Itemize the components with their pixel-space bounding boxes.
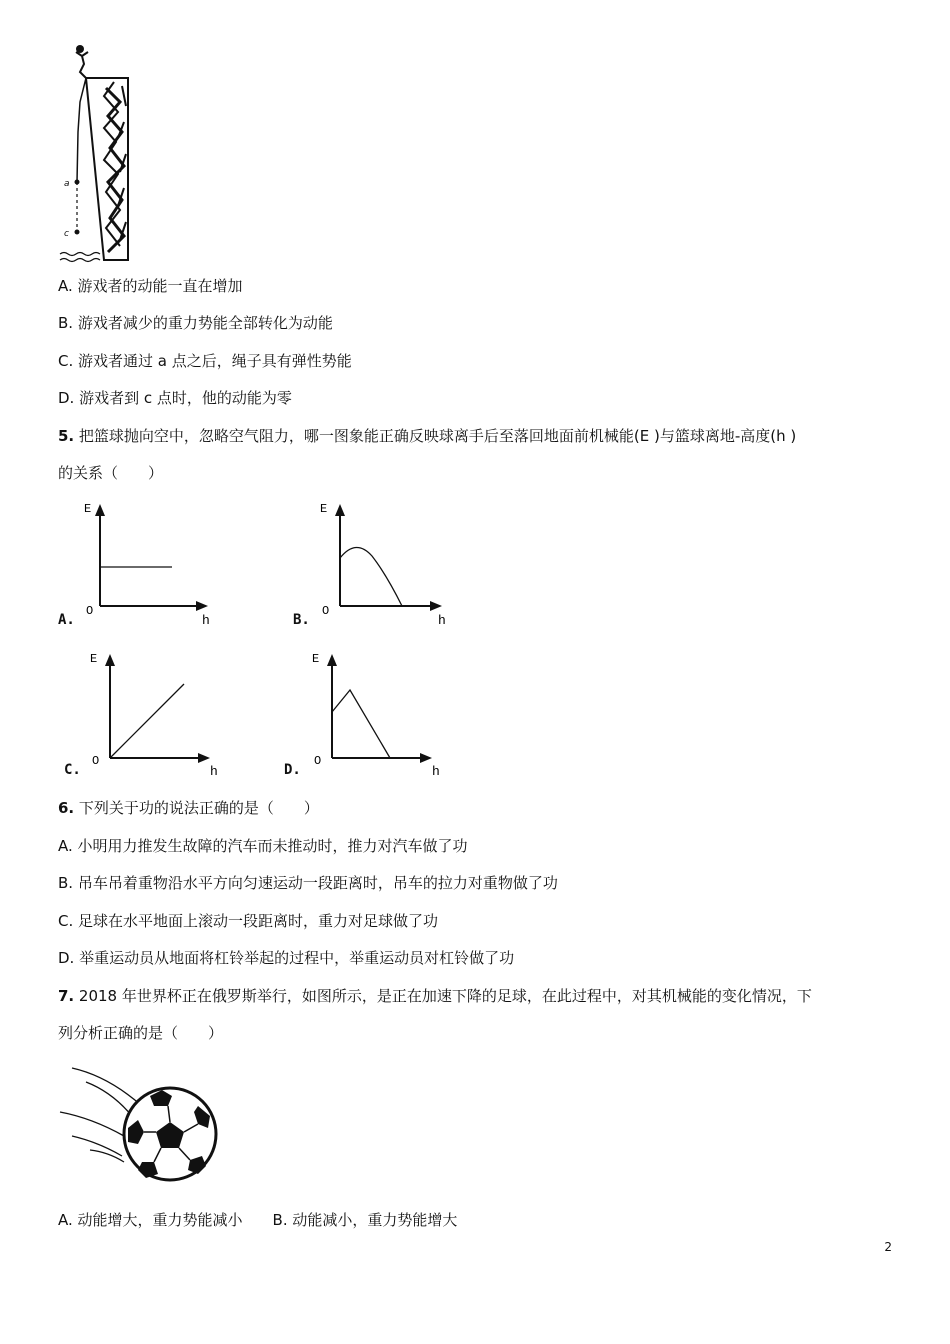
graph-b-y-axis-label: E (320, 502, 328, 516)
graph-d-x-axis-label: h (432, 764, 440, 779)
q7-number: 7. (58, 987, 75, 1005)
q6-question (58, 798, 319, 818)
graph-c-y-axis-label: E (90, 652, 98, 666)
q4-option-d: D. 游戏者到 c 点时，他的动能为零 (58, 389, 292, 407)
point-a-label: a (64, 179, 70, 189)
bungee-jump-figure (58, 42, 138, 268)
graph-b-label: B. (293, 612, 310, 628)
graph-c-x-axis-label: h (210, 764, 218, 779)
point-c-label: c (64, 229, 69, 239)
graph-c (86, 648, 236, 780)
q7-question-line2: 列分析正确的是（ ） (58, 1024, 224, 1042)
q6-option-c: C. 足球在水平地面上滚动一段距离时，重力对足球做了功 (58, 912, 439, 930)
graph-b-origin-label: O (322, 604, 330, 618)
graph-a-x-axis-label: h (202, 613, 210, 628)
graph-d-origin-label: O (314, 754, 322, 768)
q7-question-line1 (58, 986, 812, 1006)
q4-option-b: B. 游戏者减少的重力势能全部转化为动能 (58, 314, 333, 332)
q5-number: 5. (58, 427, 75, 445)
q5-question-line1 (58, 426, 796, 446)
q6-number: 6. (58, 799, 75, 817)
graph-a (78, 500, 228, 630)
q5-text-line1: 把篮球抛向空中，忽略空气阻力，哪一图象能正确反映球离手后至落回地面前机械能(E )与篮球离地-高度(h ) (78, 427, 797, 445)
graph-c-origin-label: O (92, 754, 100, 768)
q4-option-a: A. 游戏者的动能一直在增加 (58, 277, 243, 295)
graph-b (316, 500, 466, 630)
graph-d (308, 648, 458, 780)
graph-a-origin-label: O (86, 604, 94, 618)
q4-option-c: C. 游戏者通过 a 点之后，绳子具有弹性势能 (58, 352, 352, 370)
page-number: 2 (884, 1240, 892, 1254)
soccer-ball-figure (58, 1062, 228, 1192)
q7-text-line1: 2018 年世界杯正在俄罗斯举行，如图所示，是正在加速下降的足球，在此过程中，对其机械能的变化情况，下 (78, 987, 812, 1005)
graph-a-y-axis-label: E (84, 502, 92, 516)
graph-d-y-axis-label: E (312, 652, 320, 666)
q6-option-d: D. 举重运动员从地面将杠铃举起的过程中，举重运动员对杠铃做了功 (58, 949, 515, 967)
q6-text: 下列关于功的说法正确的是（ ） (78, 799, 319, 817)
q5-question-line2: 的关系（ ） (58, 464, 164, 482)
graph-a-label: A. (58, 612, 75, 628)
q6-option-a: A. 小明用力推发生故障的汽车而未推动时，推力对汽车做了功 (58, 837, 468, 855)
graph-c-label: C. (64, 762, 81, 778)
q6-option-b: B. 吊车吊着重物沿水平方向匀速运动一段距离时，吊车的拉力对重物做了功 (58, 874, 558, 892)
graph-b-x-axis-label: h (438, 613, 446, 628)
graph-d-label: D. (284, 762, 301, 778)
q7-options: A. 动能增大，重力势能减小 B. 动能减小，重力势能增大 (58, 1211, 458, 1229)
